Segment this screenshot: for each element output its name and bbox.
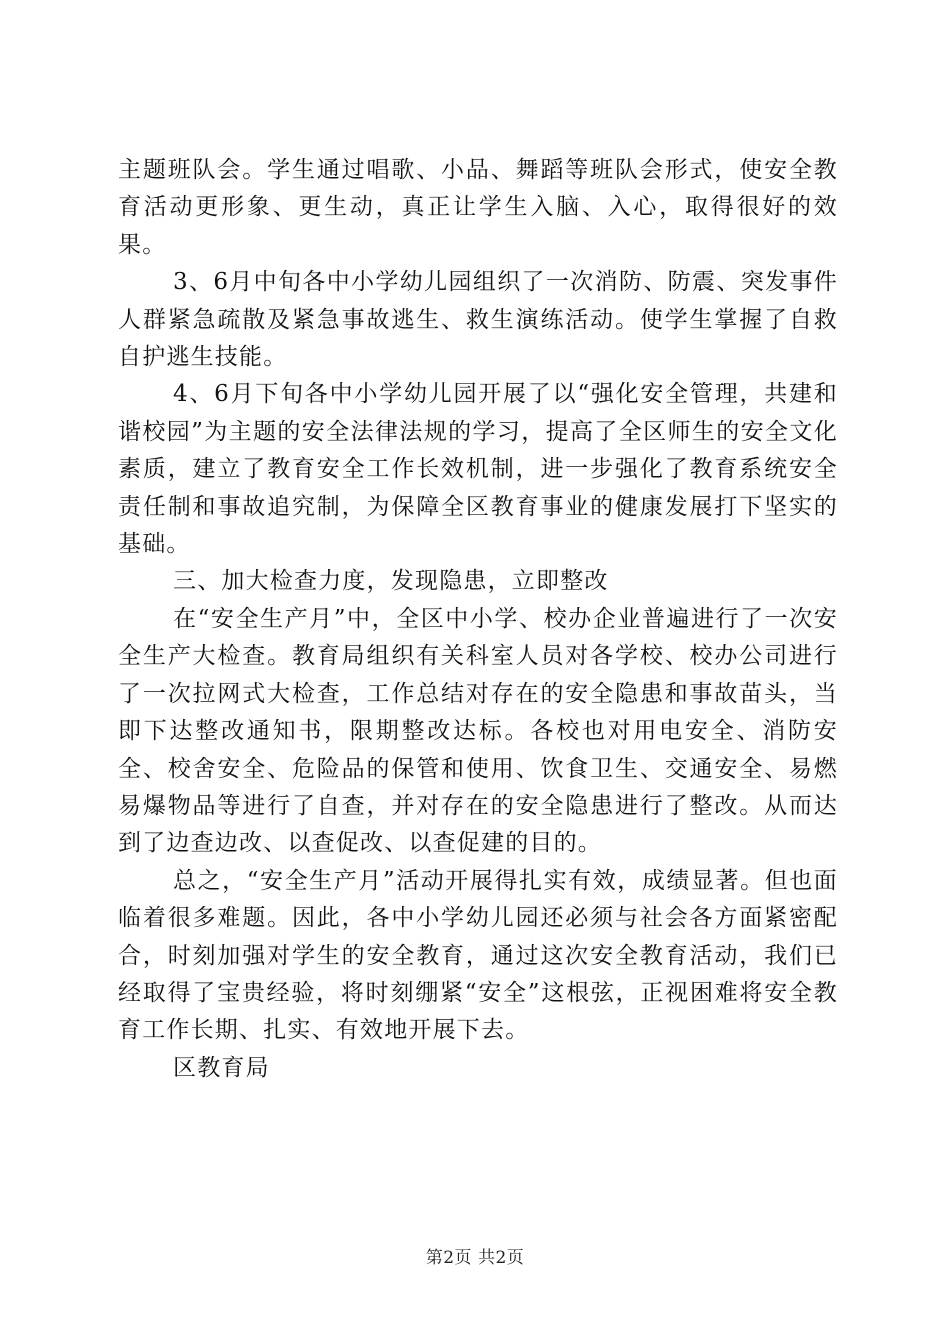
- paragraph-item-4: 4、6月下旬各中小学幼儿园开展了以“强化安全管理，共建和谐校园”为主题的安全法律法规的学习，提高了全区师生的安全文化素质，建立了教育安全工作长效机制，进一步强化了教育系统安全责任制和事故追究制，为保障全区教育事业的健康发展打下坚实的基础。: [118, 381, 838, 558]
- section-heading: 三、加大检查力度，发现隐患，立即整改: [173, 568, 609, 595]
- paragraph-continuation: 主题班队会。学生通过唱歌、小品、舞蹈等班队会形式，使安全教育活动更形象、更生动，真正让学生入脑、入心，取得很好的效果。: [118, 157, 838, 258]
- page-number: 第2页 共2页: [425, 1248, 525, 1268]
- paragraph-inspection: 在“安全生产月”中，全区中小学、校办企业普遍进行了一次安全生产大检查。教育局组织有关科室人员对各学校、校办公司进行了一次拉网式大检查，工作总结对存在的安全隐患和事故苗头，当即下达整改通知书，限期整改达标。各校也对用电安全、消防安全、校舍安全、危险品的保管和使用、饮食卫生、交通安全、易燃易爆物品等进行了自查，并对存在的安全隐患进行了整改。从而达到了边查边改、以查促改、以查促建的目的。: [118, 605, 838, 857]
- paragraph-summary: 总之，“安全生产月”活动开展得扎实有效，成绩显著。但也面临着很多难题。因此，各中小学幼儿园还必须与社会各方面紧密配合，时刻加强对学生的安全教育，通过这次安全教育活动，我们已经取得了宝贵经验，将时刻绷紧“安全”这根弦，正视困难将安全教育工作长期、扎实、有效地开展下去。: [118, 867, 838, 1044]
- signature: 区教育局: [173, 1054, 270, 1081]
- document-body: [118, 152, 838, 1087]
- paragraph-item-3: 3、6月中旬各中小学幼儿园组织了一次消防、防震、突发事件人群紧急疏散及紧急事故逃生、救生演练活动。使学生掌握了自救自护逃生技能。: [118, 269, 838, 371]
